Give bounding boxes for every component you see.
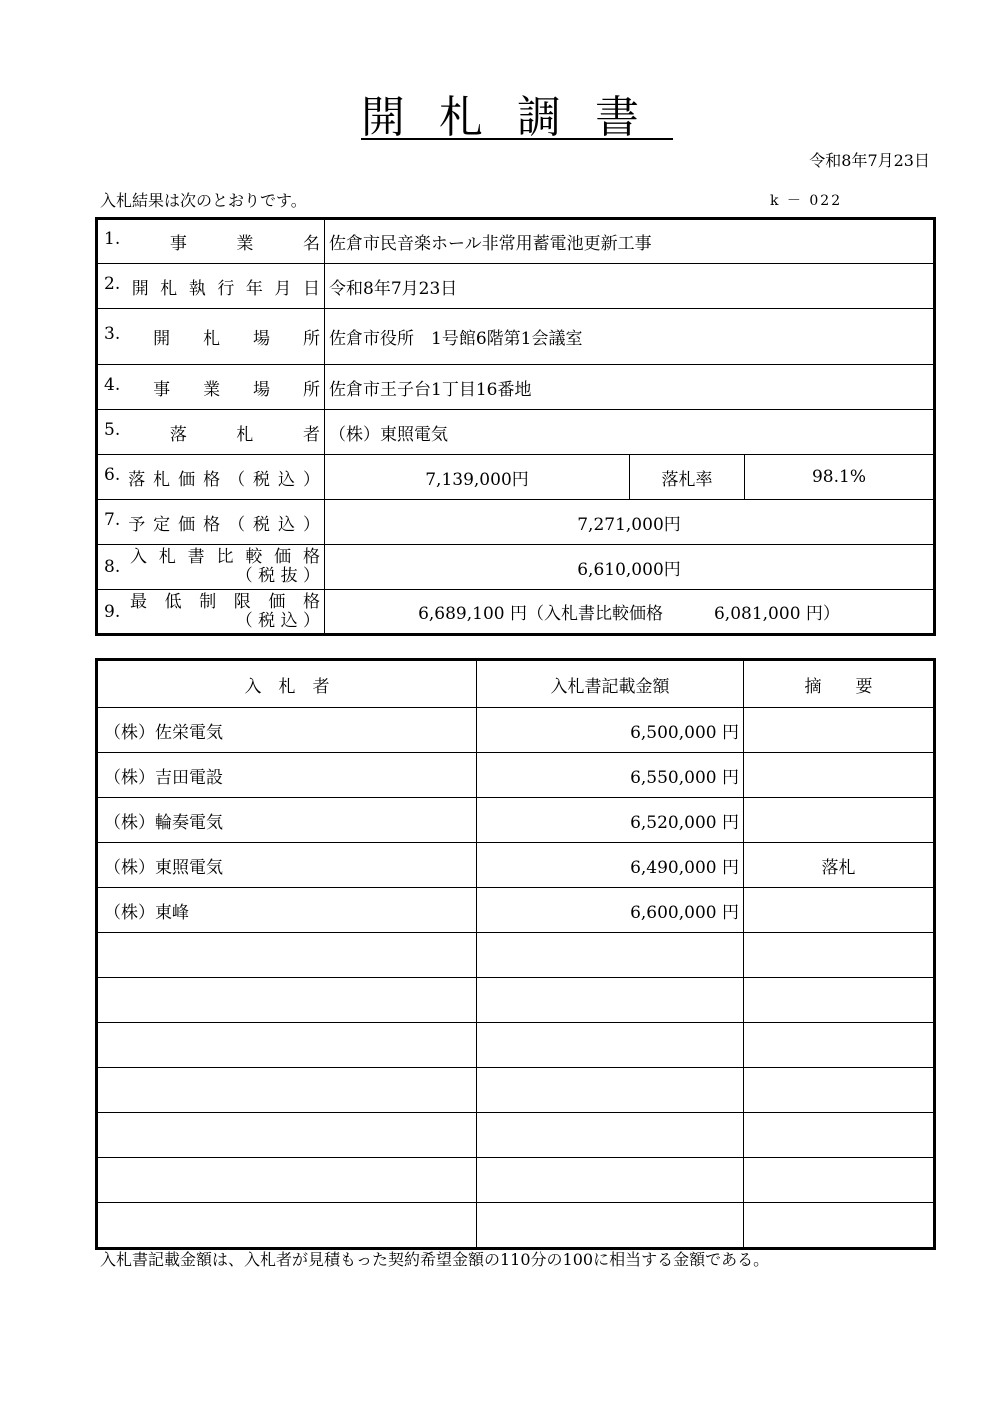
document-code: k － 022 bbox=[770, 193, 843, 209]
bids-header-row bbox=[97, 660, 935, 708]
winner-label bbox=[97, 410, 325, 455]
label-char: 6. bbox=[104, 464, 121, 485]
label-char: 比 bbox=[216, 547, 234, 567]
amount-cell: 6,550,000 円 bbox=[477, 753, 744, 798]
info-row-winning-price bbox=[97, 455, 935, 500]
table-row bbox=[97, 1068, 935, 1113]
document-date: 令和8年7月23日 bbox=[809, 151, 930, 170]
note-cell bbox=[744, 708, 935, 753]
opening-date-label bbox=[97, 264, 325, 309]
bidder-cell bbox=[97, 978, 477, 1023]
label-char: 7. bbox=[104, 509, 121, 530]
intro-text: 入札結果は次のとおりです。 bbox=[100, 191, 307, 210]
info-row-comparison-price bbox=[97, 545, 935, 590]
note-cell bbox=[744, 888, 935, 933]
amount-cell: 6,490,000 円 bbox=[477, 843, 744, 888]
label-char: 格 bbox=[302, 547, 320, 567]
note-cell bbox=[744, 978, 935, 1023]
table-row bbox=[97, 708, 935, 753]
info-row-minimum-price bbox=[97, 590, 935, 635]
opening-place-label bbox=[97, 309, 325, 365]
label-char: 日 bbox=[302, 278, 320, 299]
label-char: 込 bbox=[278, 514, 296, 535]
bidder-cell: （株）東峰 bbox=[97, 888, 477, 933]
winner: （株）東照電気 bbox=[325, 410, 935, 455]
label-char: 業 bbox=[236, 234, 254, 254]
table-row bbox=[97, 798, 935, 843]
label-char: 開 bbox=[131, 278, 149, 299]
bidder-cell: （株）東照電気 bbox=[97, 843, 477, 888]
label-char: 場 bbox=[253, 329, 271, 349]
label-char: 込 bbox=[278, 469, 296, 490]
bidder-cell bbox=[97, 933, 477, 978]
info-table bbox=[95, 217, 936, 636]
label-char: 低 bbox=[164, 591, 182, 612]
amount-header: 入札書記載金額 bbox=[477, 660, 744, 708]
info-row-winner bbox=[97, 410, 935, 455]
comparison-price-label bbox=[97, 545, 325, 590]
table-row bbox=[97, 1113, 935, 1158]
amount-cell bbox=[477, 1023, 744, 1068]
label-char: 入 bbox=[130, 547, 147, 567]
label-char: 札 bbox=[158, 547, 176, 567]
amount-cell bbox=[477, 1203, 744, 1249]
bidder-cell bbox=[97, 1113, 477, 1158]
label-char: 札 bbox=[153, 469, 171, 490]
bidder-cell bbox=[97, 1203, 477, 1249]
footnote: 入札書記載金額は、入札者が見積もった契約希望金額の110分の100に相当する金額である。 bbox=[100, 1250, 770, 1269]
label-char: 較 bbox=[245, 547, 263, 567]
amount-cell: 6,500,000 円 bbox=[477, 708, 744, 753]
label-char: 価 bbox=[268, 591, 286, 612]
label-char: 行 bbox=[217, 278, 235, 299]
label-char: 所 bbox=[302, 329, 320, 349]
minimum-price-label bbox=[97, 590, 325, 635]
label-char: 限 bbox=[233, 591, 251, 612]
label-char: 開 bbox=[153, 329, 171, 349]
table-row bbox=[97, 1023, 935, 1068]
table-row bbox=[97, 888, 935, 933]
win-rate: 98.1% bbox=[745, 455, 935, 500]
label-char: 制 bbox=[199, 591, 217, 612]
opening-date: 令和8年7月23日 bbox=[325, 264, 935, 309]
info-row-opening-date bbox=[97, 264, 935, 309]
label-char: 1. bbox=[104, 229, 121, 249]
amount-cell bbox=[477, 1113, 744, 1158]
note-cell bbox=[744, 1068, 935, 1113]
minimum-price: 6,689,100 円（入札書比較価格 6,081,000 円） bbox=[325, 590, 935, 635]
comparison-price-num: 8. bbox=[104, 557, 121, 577]
note-cell bbox=[744, 1158, 935, 1203]
table-row bbox=[97, 1158, 935, 1203]
comparison-price: 6,610,000円 bbox=[325, 545, 935, 590]
note-cell bbox=[744, 753, 935, 798]
bidder-cell bbox=[97, 1023, 477, 1068]
info-row-planned-price bbox=[97, 500, 935, 545]
bidder-cell: （株）輪奏電気 bbox=[97, 798, 477, 843]
label-char: 税 bbox=[253, 469, 271, 490]
info-row-project bbox=[97, 219, 935, 264]
win-rate-label: 落札率 bbox=[630, 455, 745, 500]
comparison-price-tax: （ 税 抜 ） bbox=[235, 566, 320, 586]
bidder-cell bbox=[97, 1158, 477, 1203]
label-char: 格 bbox=[203, 514, 221, 535]
table-row bbox=[97, 1203, 935, 1249]
amount-cell: 6,600,000 円 bbox=[477, 888, 744, 933]
label-char: 書 bbox=[187, 547, 205, 567]
bids-table bbox=[95, 658, 936, 1250]
note-header: 摘 要 bbox=[744, 660, 935, 708]
label-char: 所 bbox=[302, 379, 320, 400]
bidder-cell: （株）吉田電設 bbox=[97, 753, 477, 798]
label-char: 場 bbox=[253, 379, 271, 400]
amount-cell bbox=[477, 978, 744, 1023]
opening-place: 佐倉市役所 1号館6階第1会議室 bbox=[325, 309, 935, 365]
label-char: 格 bbox=[203, 469, 221, 490]
winning-price-label bbox=[97, 455, 325, 500]
label-char: 名 bbox=[302, 234, 320, 254]
project-name: 佐倉市民音楽ホール非常用蓄電池更新工事 bbox=[325, 219, 935, 264]
table-row bbox=[97, 753, 935, 798]
label-char: 落 bbox=[169, 424, 187, 445]
amount-cell bbox=[477, 1068, 744, 1113]
label-char: 落 bbox=[128, 469, 146, 490]
planned-price-label bbox=[97, 500, 325, 545]
label-char: 税 bbox=[253, 514, 271, 535]
note-cell bbox=[744, 933, 935, 978]
table-row bbox=[97, 933, 935, 978]
bidder-header: 入 札 者 bbox=[97, 660, 477, 708]
label-char: 価 bbox=[178, 469, 196, 490]
winning-price: 7,139,000円 bbox=[325, 455, 630, 500]
note-cell bbox=[744, 1023, 935, 1068]
label-char: 年 bbox=[245, 278, 263, 299]
label-char: 執 bbox=[188, 278, 206, 299]
table-row bbox=[97, 978, 935, 1023]
minimum-price-tax: （ 税 込 ） bbox=[235, 610, 320, 631]
site: 佐倉市王子台1丁目16番地 bbox=[325, 365, 935, 410]
bidder-cell: （株）佐栄電気 bbox=[97, 708, 477, 753]
label-char: 者 bbox=[302, 424, 320, 445]
info-row-opening-place bbox=[97, 309, 935, 365]
amount-cell bbox=[477, 933, 744, 978]
note-cell bbox=[744, 798, 935, 843]
label-char: 札 bbox=[236, 424, 254, 445]
label-char: 月 bbox=[274, 278, 292, 299]
note-cell: 落札 bbox=[744, 843, 935, 888]
project-name-label bbox=[97, 219, 325, 264]
bidder-cell bbox=[97, 1068, 477, 1113]
label-char: ） bbox=[302, 469, 320, 490]
label-char: 事 bbox=[169, 234, 187, 254]
label-char: 4. bbox=[104, 374, 121, 395]
note-cell bbox=[744, 1203, 935, 1249]
label-char: 定 bbox=[153, 514, 171, 535]
label-char: ） bbox=[302, 514, 320, 535]
label-char: 札 bbox=[203, 329, 221, 349]
label-char: （ bbox=[228, 469, 246, 490]
label-char: （ bbox=[228, 514, 246, 535]
table-row bbox=[97, 843, 935, 888]
site-label bbox=[97, 365, 325, 410]
info-row-site bbox=[97, 365, 935, 410]
amount-cell: 6,520,000 円 bbox=[477, 798, 744, 843]
label-char: 価 bbox=[274, 547, 292, 567]
planned-price: 7,271,000円 bbox=[325, 500, 935, 545]
label-char: 格 bbox=[302, 591, 320, 612]
amount-cell bbox=[477, 1158, 744, 1203]
label-char: 事 bbox=[153, 379, 171, 400]
label-char: 3. bbox=[104, 324, 121, 344]
label-char: 5. bbox=[104, 419, 121, 440]
label-char: 2. bbox=[104, 273, 121, 294]
document-title: 開札調書 bbox=[361, 92, 673, 143]
label-char: 最 bbox=[130, 591, 147, 612]
note-cell bbox=[744, 1113, 935, 1158]
label-char: 予 bbox=[128, 514, 146, 535]
label-char: 価 bbox=[178, 514, 196, 535]
label-char: 業 bbox=[203, 379, 221, 400]
label-char: 札 bbox=[160, 278, 178, 299]
minimum-price-num: 9. bbox=[104, 601, 121, 622]
